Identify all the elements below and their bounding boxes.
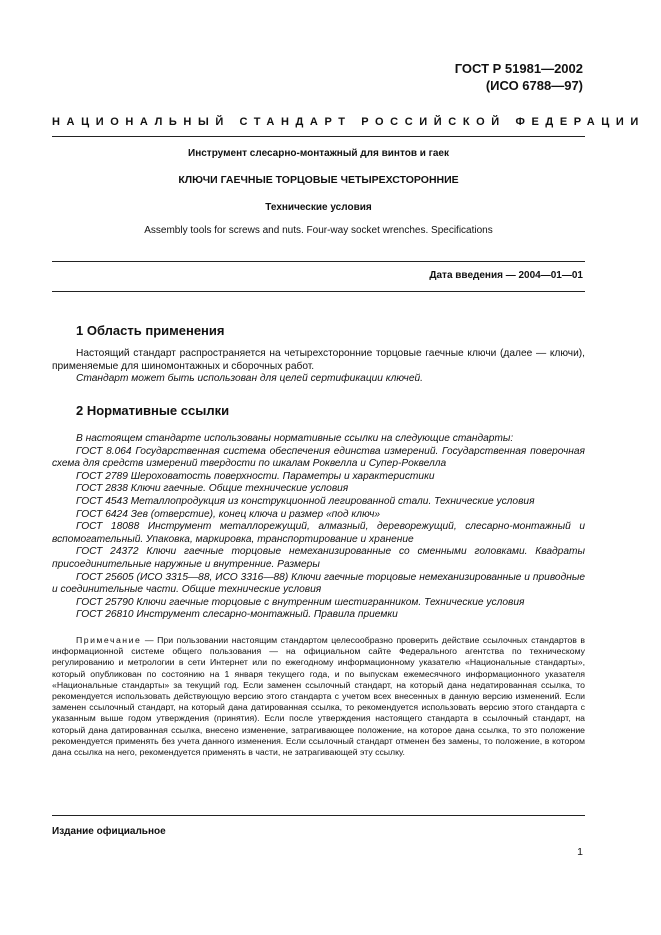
reference-item: ГОСТ 2789 Шероховатость поверхности. Параметры и характеристики: [76, 470, 435, 482]
reference-item: ГОСТ 26810 Инструмент слесарно-монтажный. Правила приемки: [76, 609, 398, 621]
note-paragraph: [52, 635, 585, 758]
note-label: Примечание: [76, 635, 142, 645]
section-heading-scope: 1 Область применения: [76, 323, 225, 338]
reference-item: ГОСТ 2838 Ключи гаечные. Общие технические условия: [76, 483, 349, 495]
gost-code-block: [455, 60, 583, 94]
gost-number: ГОСТ Р 51981—2002: [454, 61, 583, 76]
divider: [52, 261, 585, 262]
national-standard-title: НАЦИОНАЛЬНЫЙ СТАНДАРТ РОССИЙСКОЙ ФЕДЕРАЦИИ: [52, 116, 645, 128]
english-title: Assembly tools for screws and nuts. Four-way socket wrenches. Specifications: [144, 225, 493, 236]
reference-item: ГОСТ 8.064 Государственная система обеспечения единства измерений. Государственная поверочная схема для средств измерений твердости по шкалам Роквелла и Супер-Роквелла: [52, 445, 585, 470]
note-block: [52, 635, 585, 758]
section-scope-body: [52, 348, 585, 386]
page-number: 1: [577, 846, 583, 858]
reference-item: ГОСТ 25790 Ключи гаечные торцовые с внутренним шестигранником. Технические условия: [76, 596, 525, 608]
edition-label: Издание официальное: [52, 826, 166, 837]
divider: [52, 136, 585, 137]
reference-item: ГОСТ 25605 (ИСО 3315—88, ИСО 3316—88) Ключи гаечные торцовые немеханизированные и приводные и соединительные части. Общие технические условия: [52, 571, 585, 596]
subtitle: Технические условия: [265, 202, 372, 213]
note-text: — При пользовании настоящим стандартом целесообразно проверить действие ссылочных стандартов в информационной системе общего пользования — на официальном сайте Федерального агентства по техническому регулированию и метрологии в сети Интернет или по ежегодному информационному указателю «Национальные стандарты», который опубликован по состоянию на 1 января текущего года, и по выпускам ежемесячного информационного указателя «Национальные стандарты» за текущий год. Если заменен ссылочный стандарт, на который дана недатированная ссылка, то рекомендуется использовать действующую версию этого стандарта с учетом всех внесенных в данную версию изменений. Если заменен ссылочный стандарт, на который дана датированная ссылка, то рекомендуется использовать версию этого стандарта с указанным выше годом утверждения (принятия). Если после утверждения настоящего стандарта в ссылочный стандарт, на который дана датированная ссылка, внесено изменение, затрагивающее положение, на которое дана ссылка, то это положение рекомендуется применять без учета данного изменения. Если ссылочный стандарт отменен без замены, то положение, в котором дана ссылка на него, рекомендуется применять в части, не затрагивающей эту ссылку.: [52, 635, 585, 758]
paragraph: Настоящий стандарт распространяется на четырехсторонние торцовые гаечные ключи (далее — ключи), применяемые для шиномонтажных и сборочных работ.: [52, 348, 585, 372]
footer-divider: [52, 815, 585, 816]
section-heading-references: 2 Нормативные ссылки: [76, 403, 230, 418]
paragraph: В настоящем стандарте использованы нормативные ссылки на следующие стандарты:: [76, 433, 514, 444]
reference-item: ГОСТ 6424 Зев (отверстие), конец ключа и размер «под ключ»: [76, 508, 381, 520]
intro-date: Дата введения — 2004—01—01: [429, 270, 583, 281]
paragraph: Стандарт может быть использован для целей сертификации ключей.: [76, 373, 423, 385]
group-title: Инструмент слесарно-монтажный для винтов и гаек: [188, 148, 449, 159]
reference-item: ГОСТ 24372 Ключи гаечные торцовые немеханизированные со сменными головками. Квадраты присоединительные наружные и внутренние. Размеры: [52, 546, 585, 570]
reference-item: ГОСТ 4543 Металлопродукция из конструкционной легированной стали. Технические условия: [76, 495, 535, 507]
divider: [52, 291, 585, 292]
iso-number: (ИСО 6788—97): [485, 78, 583, 93]
section-references-body: [52, 433, 585, 622]
main-title: КЛЮЧИ ГАЕЧНЫЕ ТОРЦОВЫЕ ЧЕТЫРЕХСТОРОННИЕ: [178, 174, 459, 186]
reference-item: ГОСТ 18088 Инструмент металлорежущий, алмазный, дереворежущий, слесарно-монтажный и вспомогательный. Упаковка, маркировка, транспортирование и хранение: [52, 521, 585, 545]
